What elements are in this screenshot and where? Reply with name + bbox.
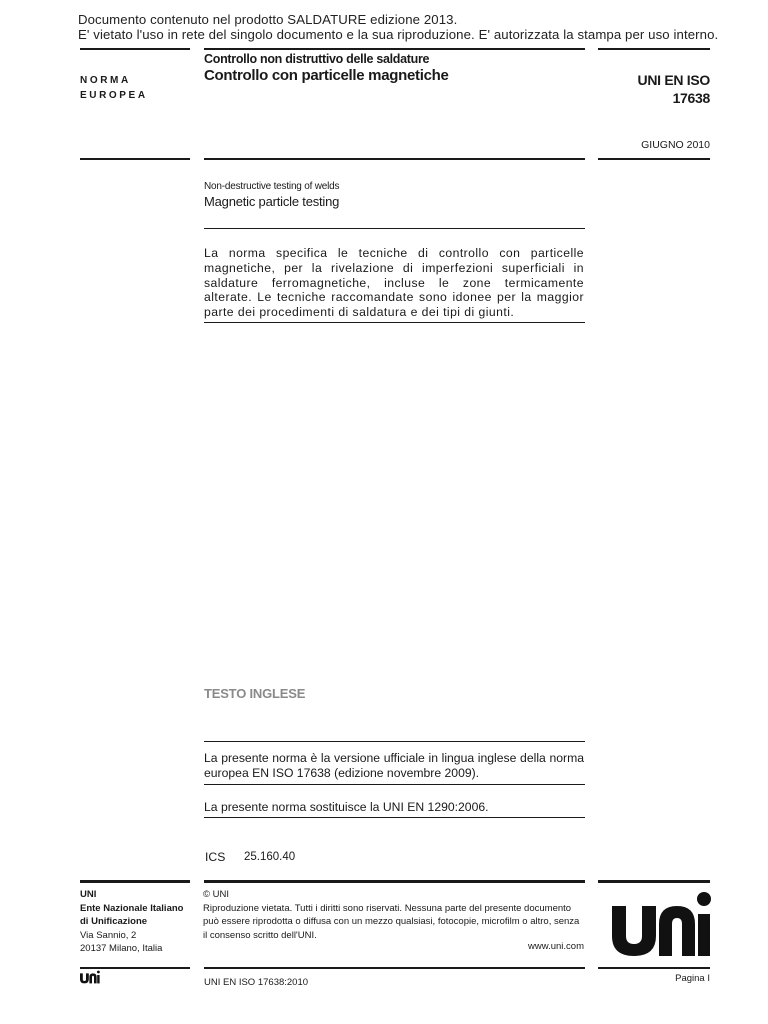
- europea-label: EUROPEA: [80, 90, 148, 101]
- replaces-rule: [204, 817, 585, 818]
- footer-rule-center: [204, 967, 585, 969]
- standard-prefix: UNI EN ISO: [637, 72, 710, 88]
- footer-rule-right: [598, 967, 710, 969]
- section-rule-right: [598, 158, 710, 160]
- footer-block-rule-right: [598, 880, 710, 883]
- header-rule-left: [80, 48, 190, 50]
- english-title-rule: [204, 228, 585, 229]
- section-rule-left: [80, 158, 190, 160]
- header-rule-right: [598, 48, 710, 50]
- uni-address-block: [80, 888, 183, 956]
- english-subtitle: Non-destructive testing of welds: [204, 181, 340, 192]
- presente-bottom-rule: [204, 784, 585, 785]
- uni-address-line-2: 20137 Milano, Italia: [80, 943, 163, 955]
- italian-title: Controllo con particelle magnetiche: [204, 67, 449, 84]
- ics-label: ICS: [205, 850, 226, 864]
- footer-document-code: UNI EN ISO 17638:2010: [204, 977, 309, 988]
- footer-block-rule-left: [80, 880, 190, 883]
- replaces-note: La presente norma sostituisce la UNI EN 1290:2006.: [204, 800, 489, 814]
- summary-rule: [204, 322, 585, 323]
- section-rule-center: [204, 158, 585, 160]
- footer-block-rule-center: [204, 880, 585, 883]
- uni-org-line-2: di Unificazione: [80, 916, 148, 928]
- copyright-text: Riproduzione vietata. Tutti i diritti sono riservati. Nessuna parte del presente documento può essere riprodotta o diffusa con un mezzo qualsiasi, fotocopie, microfilm o altro, senza il consenso scritto dell'UNI.: [203, 902, 580, 941]
- copyright-block: [203, 888, 585, 942]
- footer-rule-left: [80, 967, 190, 969]
- copyright-symbol: © UNI: [203, 889, 229, 900]
- summary-paragraph: La norma specifica le tecniche di controllo con particelle magnetiche, per la rivelazione di imperfezioni superficiali in saldature ferromagnetiche, incluse le zone termicamente alterate. Le tecniche raccomandate sono idonee per la maggior parte dei procedimenti di saldatura e dei tipi di giunti.: [204, 246, 584, 320]
- uni-address-line-1: Via Sannio, 2: [80, 929, 137, 941]
- uni-org-line-1: Ente Nazionale Italiano: [80, 902, 184, 914]
- standard-number: [638, 71, 710, 107]
- header-rule-center: [204, 48, 585, 50]
- norma-label: NORMA: [80, 75, 131, 86]
- publication-date: GIUGNO 2010: [641, 139, 710, 151]
- uni-logo-icon: [612, 892, 712, 956]
- english-title: Magnetic particle testing: [204, 194, 340, 209]
- standard-code: 17638: [672, 90, 710, 106]
- uni-small-logo-icon: [80, 970, 100, 984]
- watermark-line-2: E' vietato l'uso in rete del singolo documento e la sua riproduzione. E' autorizzata la stampa per uso interno.: [78, 27, 719, 42]
- footer-page-number: Pagina I: [675, 973, 710, 984]
- watermark-notice: [78, 12, 718, 42]
- italian-subtitle: Controllo non distruttivo delle saldature: [204, 52, 430, 66]
- website-link[interactable]: www.uni.com: [528, 941, 584, 952]
- ics-value: 25.160.40: [244, 851, 296, 863]
- testo-inglese-heading: TESTO INGLESE: [204, 686, 306, 701]
- presente-top-rule: [204, 741, 585, 742]
- uni-name: UNI: [80, 889, 97, 900]
- watermark-line-1: Documento contenuto nel prodotto SALDATURE edizione 2013.: [78, 12, 458, 27]
- official-version-note: La presente norma è la versione ufficiale in lingua inglese della norma europea EN ISO 17638 (edizione novembre 2009).: [204, 751, 584, 780]
- norma-europea-label: [80, 73, 148, 103]
